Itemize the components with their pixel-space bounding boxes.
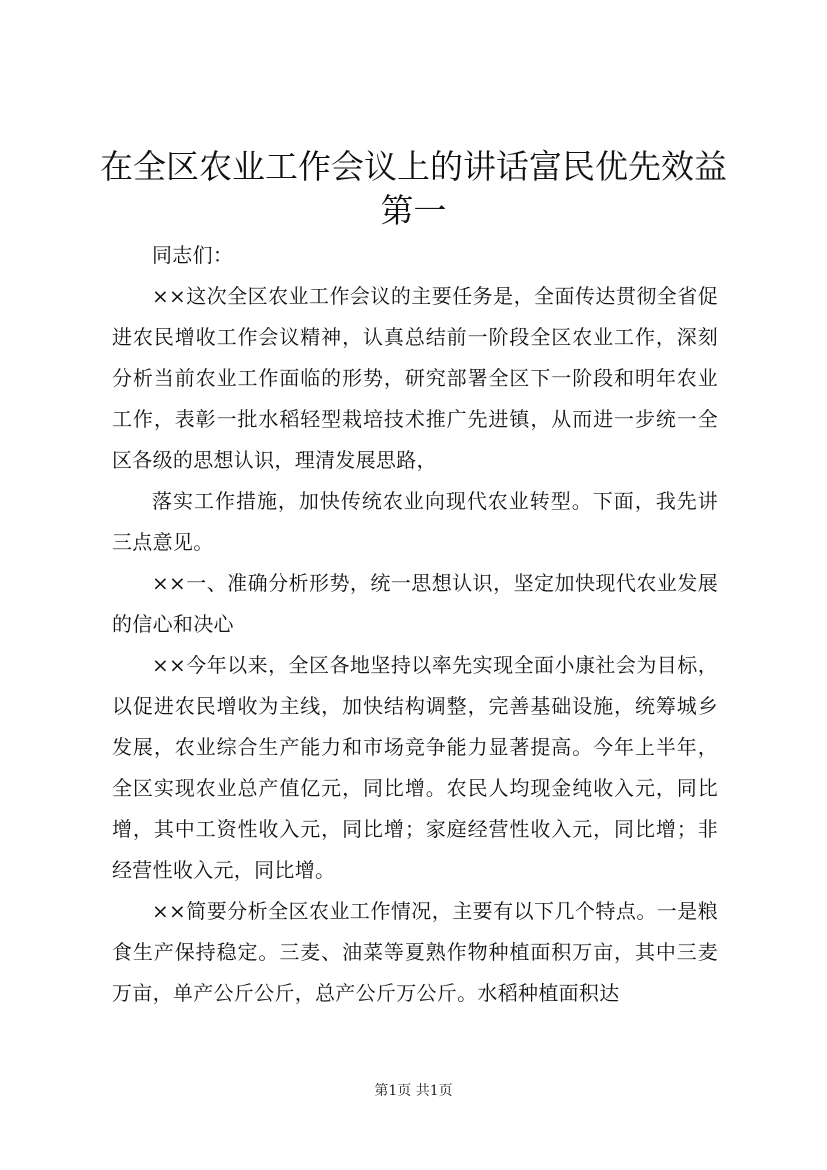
paragraph-greeting: 同志们： (152, 243, 234, 267)
paragraph: ××今年以来，全区各地坚持以率先实现全面小康社会为目标，以促进农民增收为主线，加快结构调整，完善基础设施，统筹城乡发展，农业综合生产能力和市场竞争能力显著提高。今年上半年，全区实现农业总产值亿元，同比增。农民人均现金纯收入元，同比增，其中工资性收入元，同比增；家庭经营性收入元，同比增；非经营性收入元，同比增。 (112, 653, 718, 882)
document-body (112, 235, 718, 1014)
paragraph: ××简要分析全区农业工作情况，主要有以下几个特点。一是粮食生产保持稳定。三麦、油菜等夏熟作物种植面积万亩，其中三麦万亩，单产公斤公斤，总产公斤万公斤。水稻种植面积达 (112, 899, 718, 1005)
page-number-footer: 第1页 共1页 (374, 1083, 453, 1099)
paragraph: ××这次全区农业工作会议的主要任务是，全面传达贯彻全省促进农民增收工作会议精神，认真总结前一阶段全区农业工作，深刻分析当前农业工作面临的形势，研究部署全区下一阶段和明年农业工作，表彰一批水稻轻型栽培技术推广先进镇，从而进一步统一全区各级的思想认识，理清发展思路， (112, 284, 718, 472)
document-title: 在全区农业工作会议上的讲话富民优先效益第一 (100, 147, 727, 230)
section-heading: ××一、准确分析形势，统一思想认识，坚定加快现代农业发展的信心和决心 (112, 571, 718, 636)
paragraph: 落实工作措施，加快传统农业向现代农业转型。下面，我先讲三点意见。 (112, 489, 718, 554)
